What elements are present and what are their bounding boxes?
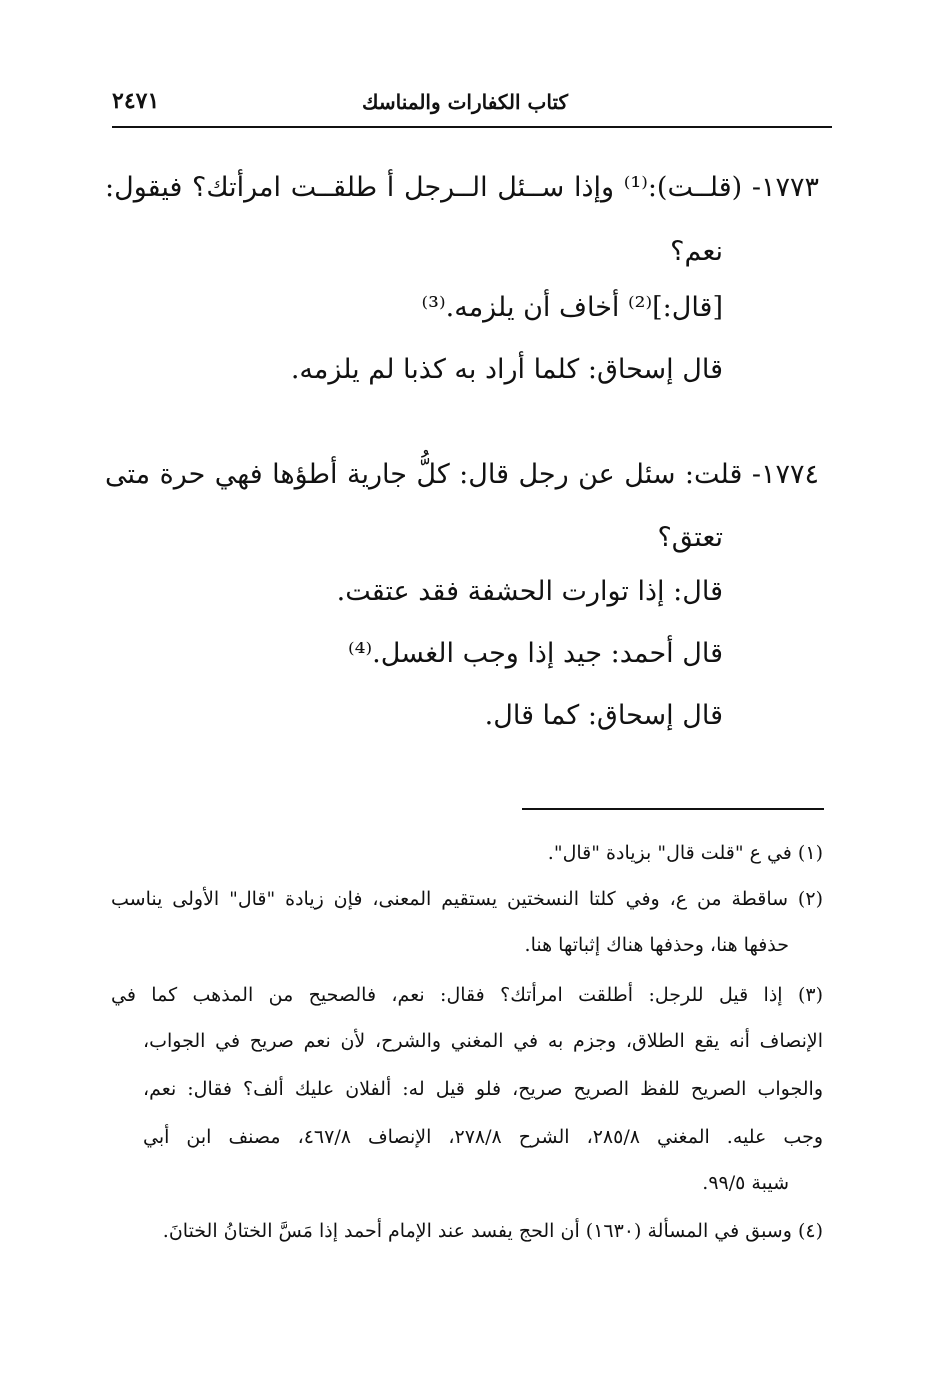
footnote-3-line-3: والجواب الصريح للفظ الصريح صريح، فلو قيل له: ألفلان عليك ألف؟ فقال: نعم، [143, 1078, 823, 1100]
page-number: ٢٤٧١ [112, 88, 160, 114]
footnote-3-line-1: (٣) إذا قيل للرجل: أطلقت امرأتك؟ فقال: نعم، فالصحيح من المذهب كما في [111, 984, 823, 1006]
footnote-1: (١) في ع "قلت قال" بزيادة "قال". [547, 842, 823, 864]
footnote-2-line-1: (٢) ساقطة من ع، وفي كلتا النسختين يستقيم المعنى، فإن زيادة "قال" الأولى يناسب [111, 888, 823, 910]
footnote-4: (٤) وسبق في المسألة (١٦٣٠) أن الحج يفسد عند الإمام أحمد إذا مَسَّ الختانُ الختانَ. [162, 1220, 823, 1242]
footnote-3-line-2: الإنصاف أنه يقع الطلاق، وجزم به في المغني والشرح، لأن نعم صريح في الجواب، [143, 1030, 823, 1052]
issue-1773-ishaq: قال إسحاق: كلما أراد به كذبا لم يلزمه. [290, 354, 723, 385]
issue-1774-line-2: تعتق؟ [657, 522, 723, 553]
header-title: كتاب الكفارات والمناسك [362, 90, 568, 114]
issue-1773-line-2: نعم؟ [670, 236, 723, 267]
footnote-3-line-4: وجب عليه. المغني ٢٨٥/٨، الشرح ٢٧٨/٨، الإنصاف ٤٦٧/٨، مصنف ابن أبي [143, 1126, 823, 1148]
issue-1774-answer: قال: إذا توارت الحشفة فقد عتقت. [336, 576, 723, 607]
running-header [112, 84, 830, 124]
issue-1774-ishaq: قال إسحاق: كما قال. [484, 700, 723, 731]
footnote-2-line-2: حذفها هنا، وحذفها هناك إثباتها هنا. [524, 934, 789, 956]
issue-1773-line-1: ١٧٧٣- (قلــت):⁽¹⁾ وإذا ســئل الــرجل أ طلقــت امرأتك؟ فيقول: [105, 172, 819, 203]
issue-1773-answer: [قال:]⁽²⁾ أخاف أن يلزمه.⁽³⁾ [421, 292, 723, 323]
issue-1774-ahmad: قال أحمد: جيد إذا وجب الغسل.⁽⁴⁾ [348, 638, 723, 669]
footnote-rule [522, 808, 824, 810]
issue-1774-line-1: ١٧٧٤- قلت: سئل عن رجل قال: كلُّ جارية أطؤها فهي حرة متى [105, 459, 819, 490]
footnote-3-line-5: شيبة ٩٩/٥. [702, 1172, 789, 1194]
header-rule [112, 126, 832, 128]
